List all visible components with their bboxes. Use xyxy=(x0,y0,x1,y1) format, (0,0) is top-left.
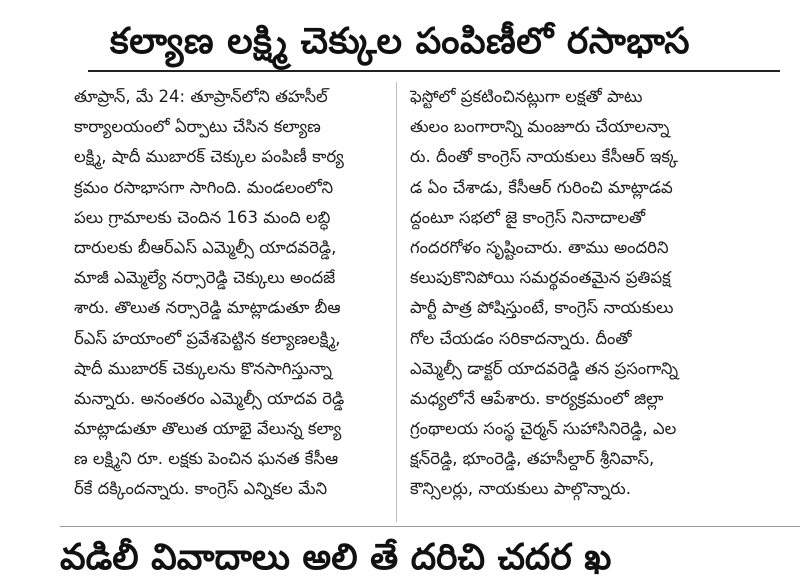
column-line: ణ లక్ష్మిని రూ. లక్షకు పెంచిన ఘనత కేసీఆ xyxy=(74,449,339,469)
column-line: తులం బంగారాన్ని మంజూరు చేయాలన్నా xyxy=(410,117,670,137)
column-line: మాట్లాడుతూ తొలుత యాభై వేలున్న కల్యా xyxy=(74,419,342,439)
column-line: దారులకు బీఆర్ఎస్ ఎమ్మెల్సీ యాదవరెడ్డి, xyxy=(74,237,337,257)
column-line: ర్ఎస్ హయాంలో ప్రవేశపెట్టిన కల్యాణలక్ష్మి, xyxy=(74,328,341,348)
column-line: గ్రంథాలయ సంస్థ చైర్మన్ సుహాసినిరెడ్డి, ఎల xyxy=(410,419,677,439)
column-line: గందరగోళం సృష్టించారు. తాము అందరిని xyxy=(410,237,669,257)
column-line: కార్యాలయంలో ఏర్పాటు చేసిన కల్యాణ xyxy=(74,117,321,137)
column-line: డ ఏం చేశాడు, కేసీఆర్ గురించి మాట్లాడవ xyxy=(410,177,673,197)
column-line: లక్ష్మి, షాదీ ముబారక్ చెక్కుల పంపిణీ కార్య xyxy=(74,147,344,167)
column-line: కలుపుకొనిపోయి సమర్థవంతమైన ప్రతిపక్ష xyxy=(410,268,671,288)
article-headline: కల్యాణ లక్ష్మి చెక్కుల పంపిణీలో రసాభాస xyxy=(109,21,691,62)
article-separator xyxy=(60,526,800,527)
article-column-right xyxy=(410,82,752,505)
column-line: పార్టీ పాత్ర పోషిస్తుంటే, కాంగ్రెస్ నాయకులు xyxy=(410,298,674,318)
column-line: ర్‌కే దక్కిందన్నారు. కాంగ్రెస్ ఎన్నికల మేని xyxy=(74,479,328,499)
column-line: కౌన్సిలర్లు, నాయకులు పాల్గొన్నారు. xyxy=(410,479,631,499)
column-line: శారు. తొలుత నర్సారెడ్డి మాట్లాడుతూ బీఆ xyxy=(74,298,341,318)
column-line: తూప్రాన్, మే 24: తూప్రాన్‌లోని తహసీల్ xyxy=(74,87,328,106)
column-line: ఎమ్మెల్సీ డాక్టర్ యాదవరెడ్డి తన ప్రసంగాన్ని xyxy=(410,358,679,378)
column-line: షాదీ ముబారక్ చెక్కులను కొనసాగిస్తున్నా xyxy=(74,358,332,378)
column-line: పలు గ్రామాలకు చెందిన 163 మంది లబ్ధి xyxy=(74,207,331,227)
article-column-left xyxy=(74,82,414,505)
column-line: క్రమం రసాభాసగా సాగింది. మండలంలోని xyxy=(74,177,334,197)
headline-underline xyxy=(88,70,780,72)
column-line: మధ్యలోనే ఆపేశారు. కార్యక్రమంలో జిల్లా xyxy=(410,388,664,408)
column-line: క్షన్‌రెడ్డి, భూంరెడ్డి, తహసీల్దార్ శ్రీనివాస్, xyxy=(410,449,655,469)
column-line: ఫెస్టోలో ప్రకటించినట్లుగా లక్షతో పాటు xyxy=(410,87,643,106)
column-line: రు. దీంతో కాంగ్రెస్ నాయకులు కేసీఆర్ ఇక్క xyxy=(410,147,678,167)
column-line: గోల చేయడం సరికాదన్నారు. దీంతో xyxy=(410,328,632,348)
column-line: మన్నారు. అనంతరం ఎమ్మెల్సీ యాదవ రెడ్డి xyxy=(74,388,345,408)
next-article-headline: వడిలీ వివాదాలు అలి తే దరిచి చదర ఖ xyxy=(60,537,612,578)
column-line: ద్దంటూ సభలో జై కాంగ్రెస్ నినాదాలతో xyxy=(410,207,646,227)
column-line: మాజీ ఎమ్మెల్యే నర్సారెడ్డి చెక్కులు అందజే xyxy=(74,268,336,288)
column-divider xyxy=(396,82,397,522)
